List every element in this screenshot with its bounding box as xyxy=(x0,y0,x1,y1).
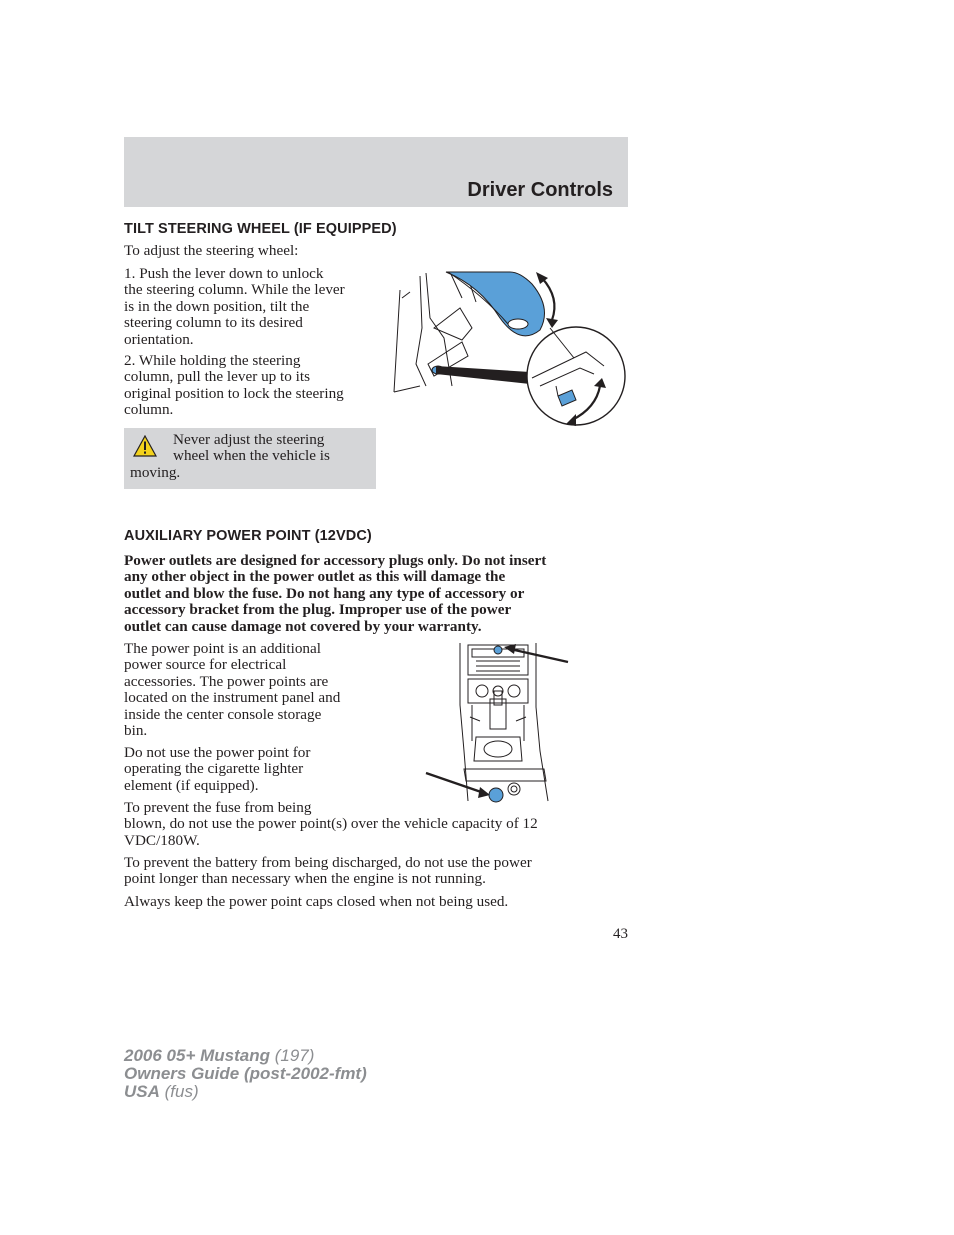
paragraph-line: located on the instrument panel and xyxy=(124,689,341,707)
footer-line-2 xyxy=(124,1065,367,1083)
section-header-band xyxy=(124,137,628,207)
battery-note xyxy=(124,855,532,888)
warning-text: Never adjust the steering wheel when the vehicle is moving. xyxy=(130,431,330,481)
paragraph-line: To prevent the battery from being discharged, do not use the power xyxy=(124,854,532,871)
tilt-step-1-line: the steering column. While the lever xyxy=(124,281,345,299)
cigarette-lighter-note xyxy=(124,745,310,794)
tilt-step-2-line: 2. While holding the steering xyxy=(124,352,301,369)
tilt-step-1-line: 1. Push the lever down to unlock xyxy=(124,265,324,282)
paragraph-line: Do not use the power point for xyxy=(124,744,311,761)
power-point-heading: AUXILIARY POWER POINT (12VDC) xyxy=(124,528,372,544)
power-point-bold-notice xyxy=(124,553,546,635)
tilt-step-1-line: is in the down position, tilt the xyxy=(124,297,310,315)
center-console-illustration xyxy=(424,641,574,806)
notice-line: Power outlets are designed for accessory plugs only. Do not insert xyxy=(124,552,547,569)
warning-box xyxy=(124,428,376,489)
tilt-step-1 xyxy=(124,266,345,348)
tilt-step-1-line: steering column to its desired xyxy=(124,314,303,332)
paragraph-line: power source for electrical xyxy=(124,656,287,674)
fuse-note xyxy=(124,800,538,849)
tilt-step-2-line: original position to lock the steering xyxy=(124,384,344,402)
tilt-intro: To adjust the steering wheel: xyxy=(124,242,299,259)
power-point-description xyxy=(124,641,340,739)
paragraph-line: VDC/180W. xyxy=(124,831,200,849)
paragraph-line: blown, do not use the power point(s) over the vehicle capacity of 12 xyxy=(124,815,538,833)
notice-line: accessory bracket from the plug. Improper use of the power xyxy=(124,601,512,619)
footer-guide-title: Owners Guide (post-2002-fmt) xyxy=(124,1064,367,1083)
tilt-step-2 xyxy=(124,353,344,419)
notice-line: outlet and blow the fuse. Do not hang any type of accessory or xyxy=(124,584,525,602)
footer-model: 2006 05+ Mustang xyxy=(124,1046,270,1065)
paragraph-line: operating the cigarette lighter xyxy=(124,760,304,778)
tilt-steering-heading: TILT STEERING WHEEL (IF EQUIPPED) xyxy=(124,221,397,237)
footer-market-code: (fus) xyxy=(159,1082,199,1101)
footer-model-code: (197) xyxy=(270,1046,315,1065)
tilt-step-1-line: orientation. xyxy=(124,330,194,348)
page-number: 43 xyxy=(613,926,628,942)
notice-line: outlet can cause damage not covered by your warranty. xyxy=(124,617,482,635)
notice-line: any other object in the power outlet as this will damage the xyxy=(124,568,506,586)
footer-market: USA xyxy=(124,1082,160,1101)
document-footer xyxy=(124,1047,367,1101)
tilt-steering-illustration xyxy=(390,268,630,428)
tilt-step-2-line: column. xyxy=(124,401,174,419)
tilt-step-2-line: column, pull the lever up to its xyxy=(124,368,311,386)
paragraph-line: inside the center console storage xyxy=(124,705,322,723)
paragraph-line: To prevent the fuse from being xyxy=(124,799,312,816)
paragraph-line: accessories. The power points are xyxy=(124,672,329,690)
paragraph-line: point longer than necessary when the engine is not running. xyxy=(124,870,486,888)
footer-line-1 xyxy=(124,1047,367,1065)
caps-note: Always keep the power point caps closed when not being used. xyxy=(124,893,509,910)
footer-line-3 xyxy=(124,1083,367,1101)
paragraph-line: bin. xyxy=(124,722,148,740)
paragraph-line: The power point is an additional xyxy=(124,640,321,657)
paragraph-line: element (if equipped). xyxy=(124,776,259,794)
section-title: Driver Controls xyxy=(467,179,613,201)
